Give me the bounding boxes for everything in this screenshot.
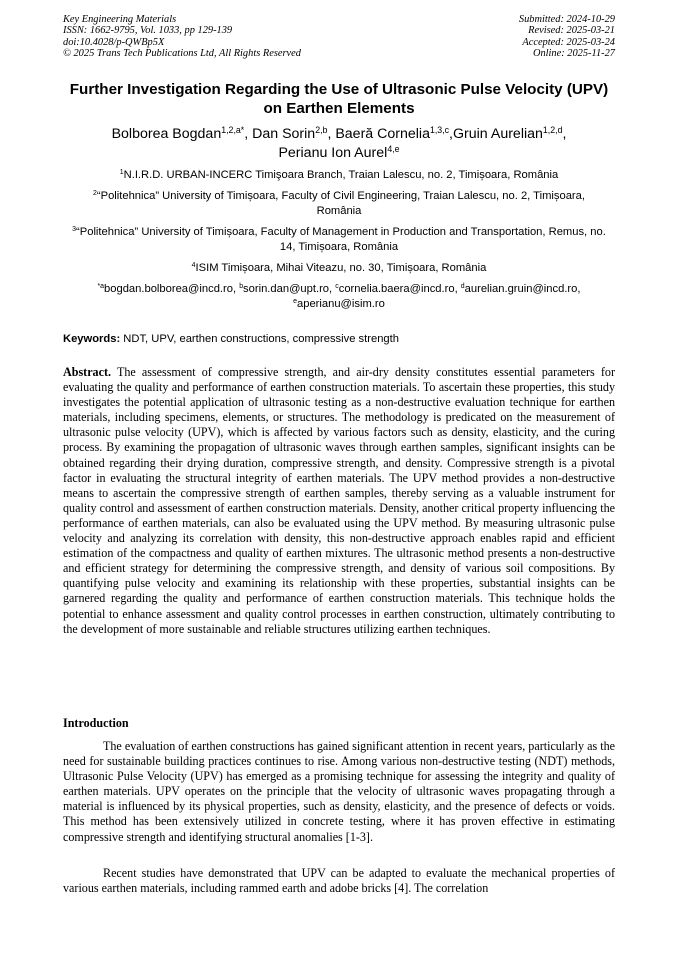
journal-name: Key Engineering Materials [63,14,177,25]
author: Bolborea Bogdan$^{1,2,a*}$, [111,125,253,142]
author-list [63,125,615,163]
affiliation: $^3$“Politehnica” University of Timișoara, Faculty of Management in Production and Transportation, Remus, no. 14, Timișoara, România [72,226,606,253]
email-link[interactable]: sorin.dan@upt.ro, [243,283,336,295]
section-heading-introduction: Introduction [63,716,129,730]
online-date: Online: 2025-11-27 [532,48,615,60]
journal-info [63,14,301,60]
paper-title: Further Investigation Regarding the Use of Ultrasonic Pulse Velocity (UPV) on Earthen Elements [69,81,609,117]
email-link[interactable]: bogdan.bolborea@incd.ro, [104,283,240,295]
journal-doi[interactable]: doi:10.4028/p-QWBp5X [63,36,165,48]
author: Baeră Cornelia$^{1,3,c}$, [335,125,453,142]
submitted-date: Submitted: 2024-10-29 [518,14,615,25]
email-list: $^{*a}$bogdan.bolborea@incd.ro, $^b$sorin.dan@upt.ro, $^c$cornelia.baera@incd.ro, $^d$aurelian.gruin@incd.ro, $^e$aperianu@isim.ro [97,283,581,310]
author: Dan Sorin$^{2,b}$, [252,125,336,142]
publication-dates [519,14,615,60]
keywords-text: NDT, UPV, earthen constructions, compressive strength [120,333,399,345]
affiliation: $^4$ISIM Timișoara, Mihai Viteazu, no. 30, Timișoara, România [191,262,487,274]
email-link[interactable]: cornelia.baera@incd.ro, [338,283,461,295]
accepted-date: Accepted: 2025-03-24 [522,36,615,48]
abstract-label: Abstract. [63,365,112,379]
abstract-text: The assessment of compressive strength, and air-dry density constitutes essential parameters for evaluating the quality and performance of earthen construction materials. To ascertain these properties, this study investigates the potential application of ultrasonic testing as a non-destructive evaluation technique for earthen materials, including specimens, elements, or structures. The methodology is predicated on the measurement of ultrasonic pulse velocity (UPV), which is affected by various factors such as density, elasticity, and the curing process. By examining the propagation of ultrasonic waves through earthen samples, significant insights can be obtained regarding their drying duration, compressive strength, and density. Compressive strength is a pivotal factor in evaluating the structural integrity of earthen materials. The UPV method provides a non-destructive means to ascertain the compressive strength of earthen samples, thereby serving as a valuable instrument for quality control and assessment of earthen construction materials. Density, another critical property influencing the performance of earthen materials, can also be evaluated using the UPV method. By measuring ultrasonic pulse velocity and analyzing its correlation with density, this non-destructive approach enables rapid and efficient estimation of the compactness and quality of earthen mixtures. The ultrasonic method presents a non-destructive and efficient strategy for determining the compressive strength, and density of various soil compositions. By quantifying pulse velocity and examining its relationship with these properties, substantial insights can be garnered regarding the quality and performance of earthen construction materials. This technique holds the potential to enhance assessment and quality control processes in earthen construction, ultimately contributing to the development of more sustainable and reliable structures utilizing earthen techniques. [63,365,615,636]
affiliation: $^2$“Politehnica” University of Timișoara, Faculty of Civil Engineering, Traian Lalescu, no. 2, Timișoara, România [93,190,585,217]
abstract [63,365,615,637]
revised-date: Revised: 2025-03-21 [528,25,615,37]
email-link[interactable]: aperianu@isim.ro [297,298,385,310]
paragraph: Recent studies have demonstrated that UPV can be adapted to evaluate the mechanical properties of various earthen materials, including rammed earth and adobe bricks [4]. The correlation [63,866,615,896]
author: Gruin Aurelian$^{1,2,d}$, [453,125,567,142]
copyright: © 2025 Trans Tech Publications Ltd, All Rights Reserved [63,48,301,60]
keywords [63,332,615,346]
author: Perianu Ion Aurel$^{4,e}$ [278,144,400,161]
journal-issn: ISSN: 1662-9795, Vol. 1033, pp 129-139 [63,25,233,37]
email-link[interactable]: aurelian.gruin@incd.ro, [464,283,581,295]
paragraph: The evaluation of earthen constructions has gained significant attention in recent years, particularly as the need for sustainable building practices continues to rise. Among various non-destructive testing (NDT) methods, Ultrasonic Pulse Velocity (UPV) has emerged as a promising technique for assessing the integrity and quality of earthen materials. UPV operates on the principle that the velocity of ultrasonic waves propagating through a material is influenced by its physical properties, such as density, elasticity, and the presence of defects or voids. This method has been extensively utilized in concrete testing, where it has proven effective in estimating compressive strength and identifying structural anomalies [1-3]. [63,739,615,844]
affiliation: $^1$N.I.R.D. URBAN-INCERC Timişoara Branch, Traian Lalescu, no. 2, Timișoara, România [119,169,559,181]
keywords-label: Keywords: [63,333,121,345]
